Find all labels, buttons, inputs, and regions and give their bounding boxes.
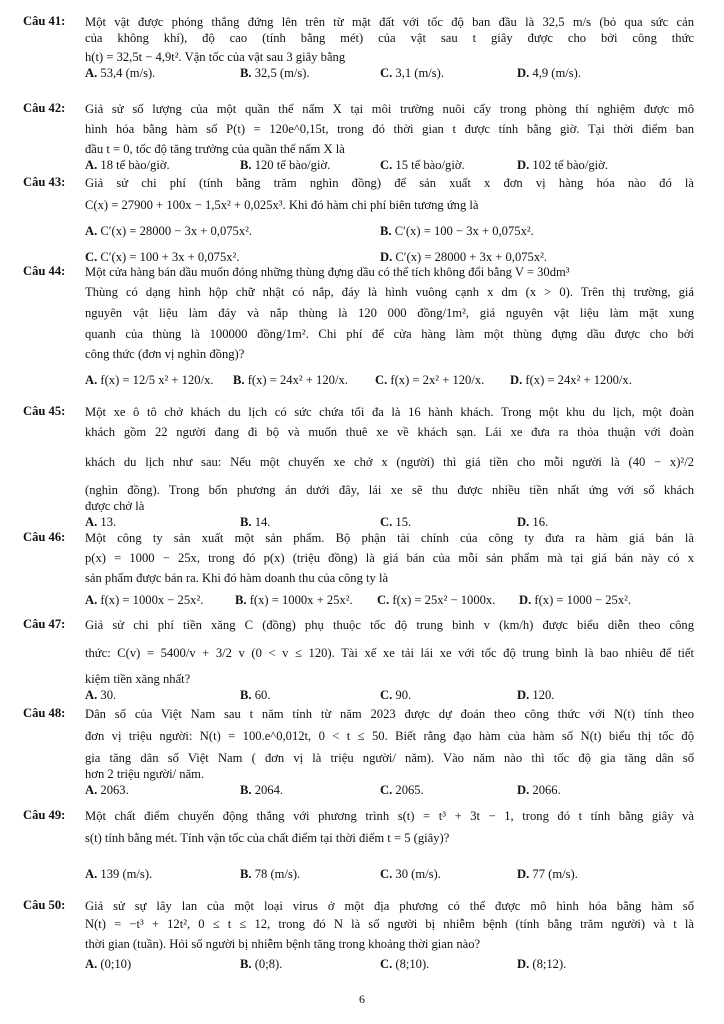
option-a[interactable]: A. 30. xyxy=(85,688,117,702)
option-c[interactable]: C. 30 (m/s). xyxy=(380,867,441,881)
question-text: Thùng có dạng hình hộp chữ nhật có nắp, đáy là hình vuông cạnh x dm (x > 0). Trên thị trường, giá xyxy=(85,285,694,299)
option-a[interactable]: A. 18 tế bào/giờ. xyxy=(85,158,170,172)
question-number: Câu 49: xyxy=(23,808,66,822)
option-a[interactable]: A. f(x) = 12/5 x² + 120/x. xyxy=(85,373,214,387)
option-c[interactable]: C. f(x) = 25x² − 1000x. xyxy=(377,593,496,607)
question-text: được chở là xyxy=(85,499,145,513)
option-d[interactable]: D. 120. xyxy=(517,688,555,702)
option-d[interactable]: D. (8;12). xyxy=(517,957,567,971)
question-text: Giả sử chi phí (tính bằng trăm nghìn đồng) để sản xuất x đơn vị hàng hóa nào đó là xyxy=(85,176,694,190)
option-d[interactable]: D. 77 (m/s). xyxy=(517,867,578,881)
question-text: gia tăng dân số Việt Nam ( đơn vị là triệu người/ năm). Vào năm nào thì tốc độ gia tăng dân số xyxy=(85,751,694,765)
question-text: quanh của thùng là 100000 đồng/1m². Chi phí để cửa hàng làm một thùng đựng dầu được cho bởi xyxy=(85,327,694,341)
question-text: công thức (đơn vị nghìn đồng)? xyxy=(85,347,245,361)
option-c[interactable]: C. 2065. xyxy=(380,783,424,797)
option-b[interactable]: B. (0;8). xyxy=(240,957,283,971)
question-number: Câu 44: xyxy=(23,264,66,278)
option-b[interactable]: B. 60. xyxy=(240,688,271,702)
question-text: s(t) tính bằng mét. Tính vận tốc của chất điểm tại thời điểm t = 5 (giây)? xyxy=(85,831,450,845)
options-row xyxy=(85,687,694,703)
option-c[interactable]: C. f(x) = 2x² + 120/x. xyxy=(375,373,485,387)
options-row xyxy=(85,956,694,972)
question-text: khách gồm 22 người đang đi bộ và muốn thuê xe về khách sạn. Lái xe đưa ra thỏa thuận với đoàn xyxy=(85,425,694,439)
options-row xyxy=(85,249,694,265)
question-text: kiệm tiền xăng nhất? xyxy=(85,672,191,686)
question-text: Giả sử sự lây lan của một loại virus ở một địa phương có thể được mô hình hóa bằng hàm số xyxy=(85,899,694,913)
option-c[interactable]: C. 15 tế bào/giờ. xyxy=(380,158,465,172)
option-b[interactable]: B. f(x) = 24x² + 120/x. xyxy=(233,373,348,387)
question-text: thức: C(v) = 5400/v + 3/2 v (0 < v ≤ 120). Tài xế xe tải lái xe với tốc độ trung bình là bao nhiêu để tiết xyxy=(85,646,694,660)
question-number: Câu 43: xyxy=(23,175,66,189)
question-number: Câu 46: xyxy=(23,530,66,544)
question-number: Câu 50: xyxy=(23,898,66,912)
option-b[interactable]: B. 14. xyxy=(240,515,271,529)
question-text: nguyên vật liệu làm đáy và nắp thùng là 120 000 đồng/1m², giá nguyên vật liệu làm mặt xung xyxy=(85,306,694,320)
option-c[interactable]: C. (8;10). xyxy=(380,957,430,971)
option-c[interactable]: C. C′(x) = 100 + 3x + 0,075x². xyxy=(85,250,240,264)
question-text: hơn 2 triệu người/ năm. xyxy=(85,767,205,781)
option-a[interactable]: A. 13. xyxy=(85,515,117,529)
page-number: 6 xyxy=(359,992,365,1006)
question-text: C(x) = 27900 + 100x − 1,5x² + 0,025x³. Khi đó hàm chi phí biên tương ứng là xyxy=(85,198,479,212)
question-text: của không khí), độ cao (tính bằng mét) của vật sau t giây được cho bởi công thức xyxy=(85,31,694,45)
option-d[interactable]: D. 2066. xyxy=(517,783,561,797)
question-text: Một chất điểm chuyển động thẳng với phương trình s(t) = t³ + 3t − 1, trong đó t tính bằng giây và xyxy=(85,809,694,823)
question-text: khách du lịch như sau: Nếu một chuyến xe chở x (người) thì giá tiền cho mỗi người là (40 − x)²/2 xyxy=(85,455,694,469)
question-text: đầu t = 0, tốc độ tăng trưởng của quần thể nấm X là xyxy=(85,142,345,156)
options-row xyxy=(85,372,694,388)
option-b[interactable]: B. 78 (m/s). xyxy=(240,867,301,881)
option-a[interactable]: A. 53,4 (m/s). xyxy=(85,66,156,80)
options-row xyxy=(85,782,694,798)
question-number: Câu 42: xyxy=(23,101,66,115)
option-d[interactable]: D. f(x) = 24x² + 1200/x. xyxy=(510,373,632,387)
question-text: sản phẩm được bán ra. Khi đó hàm doanh thu của công ty là xyxy=(85,571,389,585)
option-c[interactable]: C. 3,1 (m/s). xyxy=(380,66,445,80)
option-d[interactable]: D. 4,9 (m/s). xyxy=(517,66,582,80)
options-row xyxy=(85,866,694,882)
option-a[interactable]: A. 2063. xyxy=(85,783,129,797)
question-text: (nghìn đồng). Trong bốn phương án dưới đây, lái xe sẽ thu được nhiều tiền nhất ứng với số khách xyxy=(85,483,694,497)
option-d[interactable]: D. 102 tế bào/giờ. xyxy=(517,158,608,172)
options-row xyxy=(85,514,694,530)
option-d[interactable]: D. f(x) = 1000 − 25x². xyxy=(519,593,632,607)
question-number: Câu 47: xyxy=(23,617,66,631)
option-b[interactable]: B. 32,5 (m/s). xyxy=(240,66,310,80)
option-d[interactable]: D. 16. xyxy=(517,515,549,529)
question-text: Một vật được phóng thẳng đứng lên trên từ mặt đất với tốc độ ban đầu là 32,5 m/s (bỏ qua sức cản xyxy=(85,15,694,29)
question-number: Câu 41: xyxy=(23,14,66,28)
question-text: Giả sử chi phí tiền xăng C (đồng) phụ thuộc tốc độ trung bình v (km/h) được biểu diễn theo công xyxy=(85,618,694,632)
option-b[interactable]: B. 2064. xyxy=(240,783,284,797)
question-text: Một công ty sản xuất một sản phẩm. Bộ phận tài chính của công ty đưa ra hàm giá bán là xyxy=(85,531,694,545)
option-a[interactable]: A. 139 (m/s). xyxy=(85,867,153,881)
question-text: đơn vị triệu người: N(t) = 100.e^0,012t, 0 < t ≤ 50. Biết rằng đạo hàm của hàm số N(t) biểu thị tốc độ xyxy=(85,729,694,743)
question-text: p(x) = 1000 − 25x, trong đó p(x) (triệu đồng) là giá bán của mỗi sản phẩm mà tại giá bán này có x xyxy=(85,551,694,565)
question-text: Giả sử số lượng của một quần thể nấm X tại môi trường nuôi cấy trong phòng thí nghiệm được mô xyxy=(85,102,694,116)
question-text: Một xe ô tô chở khách du lịch có sức chứa tối đa là 16 hành khách. Trong một khu du lịch, một đoàn xyxy=(85,405,694,419)
question-number: Câu 48: xyxy=(23,706,66,720)
option-b[interactable]: B. f(x) = 1000x + 25x². xyxy=(235,593,353,607)
options-row xyxy=(85,592,694,608)
option-d[interactable]: D. C′(x) = 28000 + 3x + 0,075x². xyxy=(380,250,548,264)
option-a[interactable]: A. f(x) = 1000x − 25x². xyxy=(85,593,204,607)
question-text: h(t) = 32,5t − 4,9t². Vận tốc của vật sau 3 giây bằng xyxy=(85,50,346,64)
question-text: hình hóa bằng hàm số P(t) = 120e^0,15t, trong đó thời gian t được tính bằng giờ. Tại thời điểm ban xyxy=(85,122,694,136)
option-b[interactable]: B. 120 tế bào/giờ. xyxy=(240,158,331,172)
option-a[interactable]: A. (0;10) xyxy=(85,957,132,971)
question-text: Dân số của Việt Nam sau t năm tính từ năm 2023 được dự đoán theo công thức với N(t) tính theo xyxy=(85,707,694,721)
option-c[interactable]: C. 90. xyxy=(380,688,412,702)
option-b[interactable]: B. C′(x) = 100 − 3x + 0,075x². xyxy=(380,224,534,238)
question-text: thời gian (tuần). Hỏi số người bị nhiễm bệnh tăng trong khoảng thời gian nào? xyxy=(85,937,481,951)
question-text: Một cửa hàng bán dầu muốn đóng những thùng đựng dầu có thể tích không đổi bằng V = 30dm³ xyxy=(85,265,570,279)
option-a[interactable]: A. C′(x) = 28000 − 3x + 0,075x². xyxy=(85,224,253,238)
option-c[interactable]: C. 15. xyxy=(380,515,412,529)
options-row xyxy=(85,65,694,81)
options-row xyxy=(85,157,694,173)
options-row xyxy=(85,223,694,239)
question-text: N(t) = −t³ + 12t², 0 ≤ t ≤ 12, trong đó N là số người bị nhiễm bệnh (tính bằng trăm người) và t là xyxy=(85,917,694,931)
question-number: Câu 45: xyxy=(23,404,66,418)
